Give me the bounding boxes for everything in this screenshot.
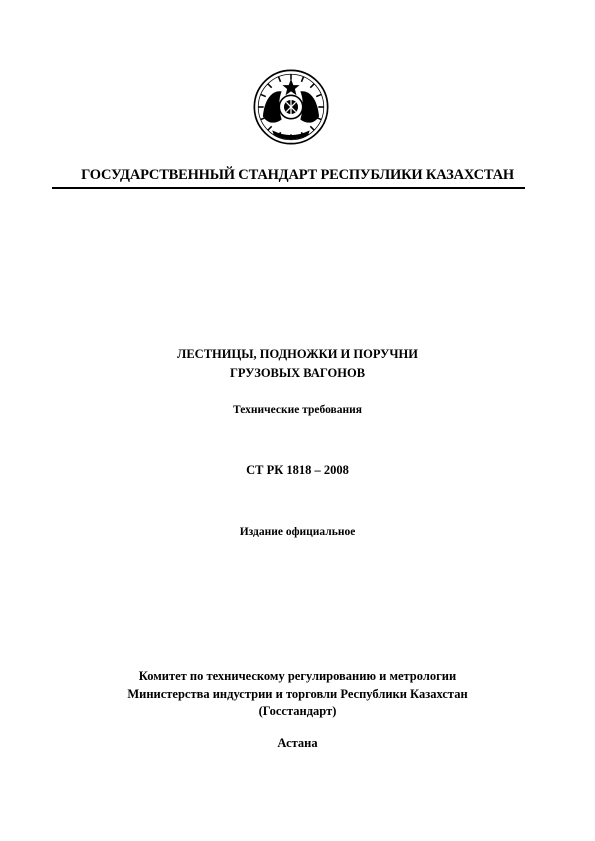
edition-note: Издание официальное — [239, 526, 356, 538]
publication-city: Астана — [277, 736, 318, 750]
document-title-line-1: ЛЕСТНИЦЫ, ПОДНОЖКИ И ПОРУЧНИ — [177, 347, 418, 361]
document-title — [0, 345, 595, 383]
kazakhstan-state-emblem-icon — [252, 68, 330, 146]
publisher-line-2: Министерства индустрии и торговли Республики Казахстан — [127, 686, 468, 701]
document-subtitle: Технические требования — [233, 404, 362, 416]
publisher-block — [0, 668, 595, 721]
header-divider — [52, 187, 525, 189]
document-title-line-2: ГРУЗОВЫХ ВАГОНОВ — [229, 366, 366, 380]
publisher-line-3: (Госстандарт) — [258, 704, 337, 718]
publisher-line-1: Комитет по техническому регулированию и метрологии — [138, 669, 457, 683]
standard-designation: СТ РК 1818 – 2008 — [246, 463, 349, 477]
header-title: ГОСУДАРСТВЕННЫЙ СТАНДАРТ РЕСПУБЛИКИ КАЗАХСТАН — [81, 167, 514, 183]
